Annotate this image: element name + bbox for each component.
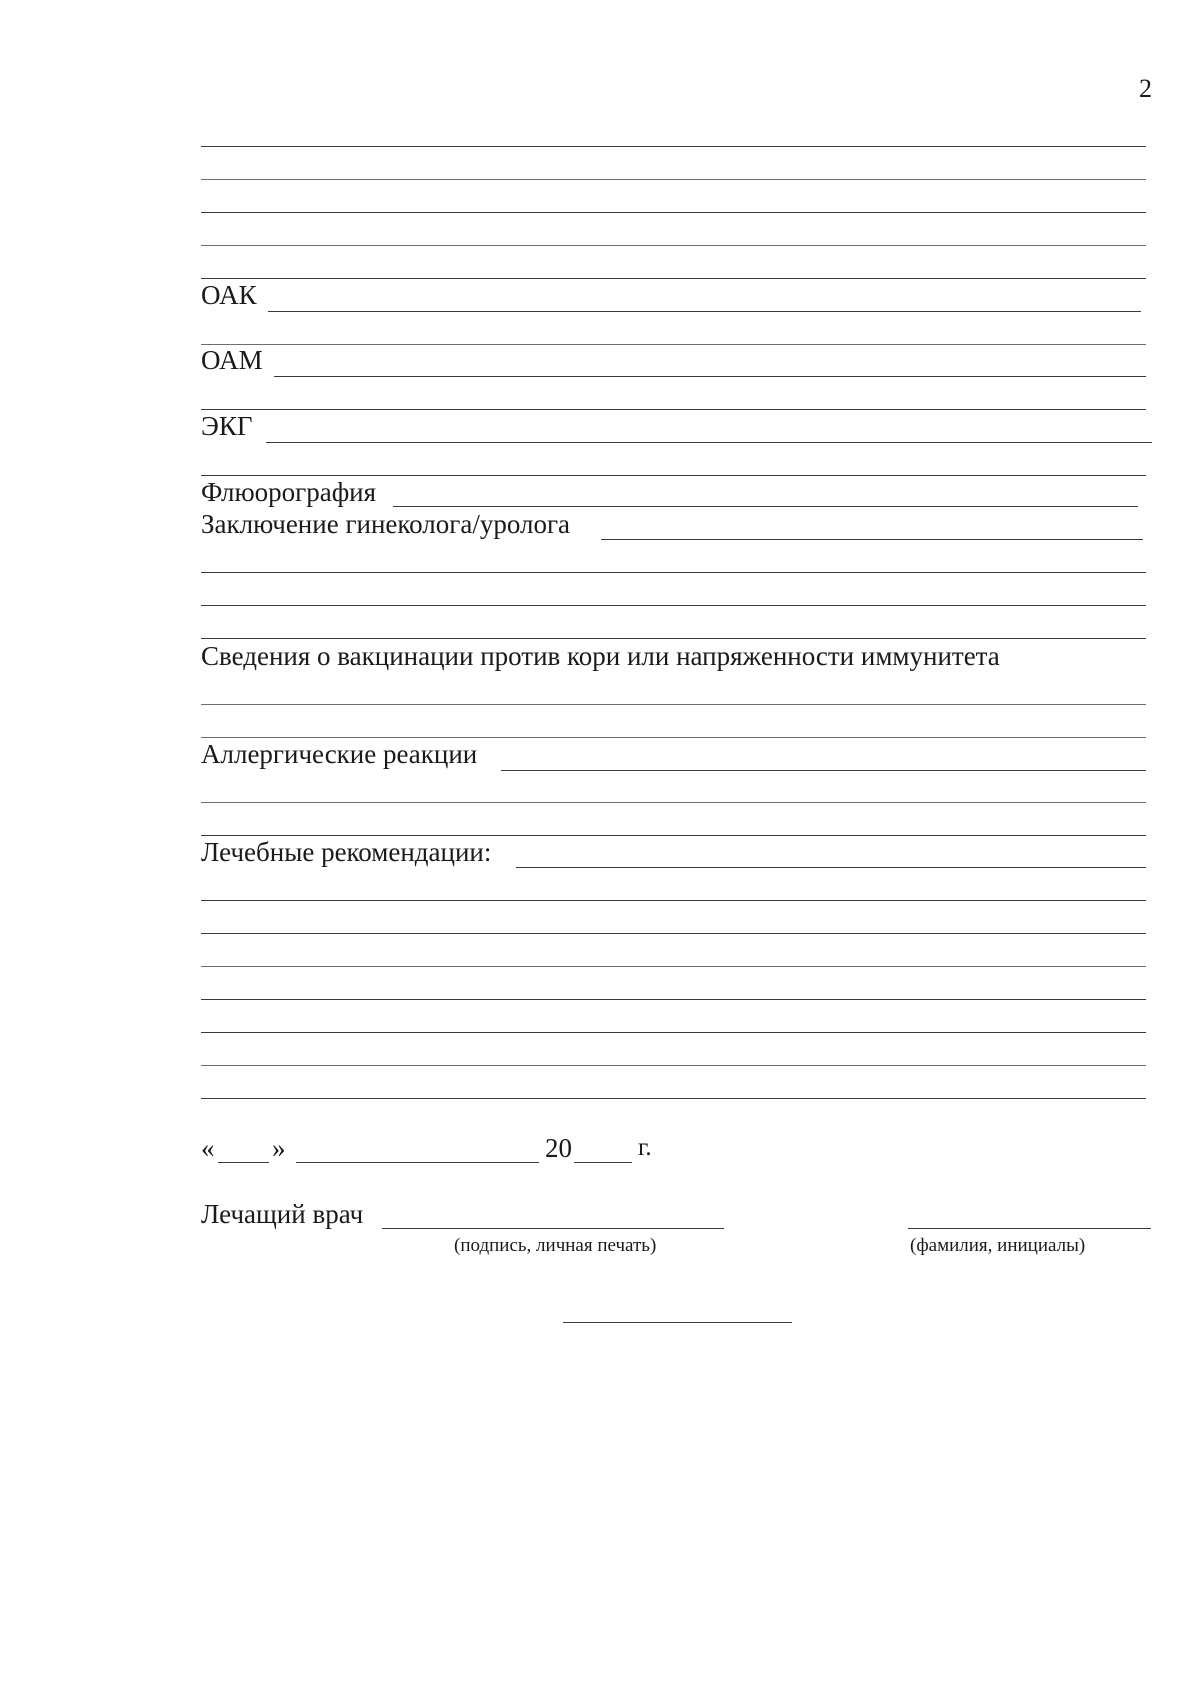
conclusion-field[interactable] [601,539,1143,540]
oak-field[interactable] [268,311,1141,312]
blank-line[interactable] [201,900,1146,901]
date-day-field[interactable] [218,1162,269,1163]
date-year-field[interactable] [574,1162,632,1163]
blank-line[interactable] [201,605,1146,606]
blank-line[interactable] [201,1065,1146,1066]
blank-line[interactable] [201,638,1146,639]
date-year-suffix: г. [638,1134,652,1161]
doctor-label: Лечащий врач [201,1199,364,1229]
closing-line [563,1322,792,1323]
blank-line[interactable] [201,704,1146,705]
blank-line[interactable] [201,802,1146,803]
name-field[interactable] [908,1228,1151,1229]
name-caption: (фамилия, инициалы) [910,1235,1086,1256]
blank-line[interactable] [201,245,1146,246]
recommendations-field[interactable] [516,867,1146,868]
oam-label: ОАМ [201,345,263,375]
oak-label: ОАК [201,280,257,310]
date-year-prefix: 20 [545,1133,572,1163]
blank-line[interactable] [201,966,1146,967]
blank-line[interactable] [201,344,1146,345]
ekg-field[interactable] [266,442,1152,443]
blank-line[interactable] [201,278,1146,279]
ekg-label: ЭКГ [201,411,253,441]
date-close-quote: » [272,1133,286,1163]
page-number: 2 [1139,74,1152,103]
allergy-field[interactable] [501,770,1146,771]
blank-line[interactable] [201,212,1146,213]
blank-line[interactable] [201,409,1146,410]
allergy-label: Аллергические реакции [201,739,478,769]
recommendations-label: Лечебные рекомендации: [201,837,492,867]
oam-field[interactable] [274,376,1146,377]
fluorography-field[interactable] [393,506,1138,507]
blank-line[interactable] [201,999,1146,1000]
date-month-field[interactable] [296,1162,539,1163]
blank-line[interactable] [201,146,1146,147]
date-open-quote: « [201,1133,215,1163]
blank-line[interactable] [201,572,1146,573]
blank-line[interactable] [201,737,1146,738]
blank-line[interactable] [201,933,1146,934]
blank-line[interactable] [201,475,1146,476]
conclusion-label: Заключение гинеколога/уролога [201,509,570,539]
blank-line[interactable] [201,835,1146,836]
signature-caption: (подпись, личная печать) [454,1235,657,1256]
blank-line[interactable] [201,179,1146,180]
signature-field[interactable] [382,1228,724,1229]
fluorography-label: Флюорография [201,477,377,507]
blank-line[interactable] [201,1032,1146,1033]
vaccination-label: Сведения о вакцинации против кори или напряженности иммунитета [201,641,1000,671]
blank-line[interactable] [201,1098,1146,1099]
